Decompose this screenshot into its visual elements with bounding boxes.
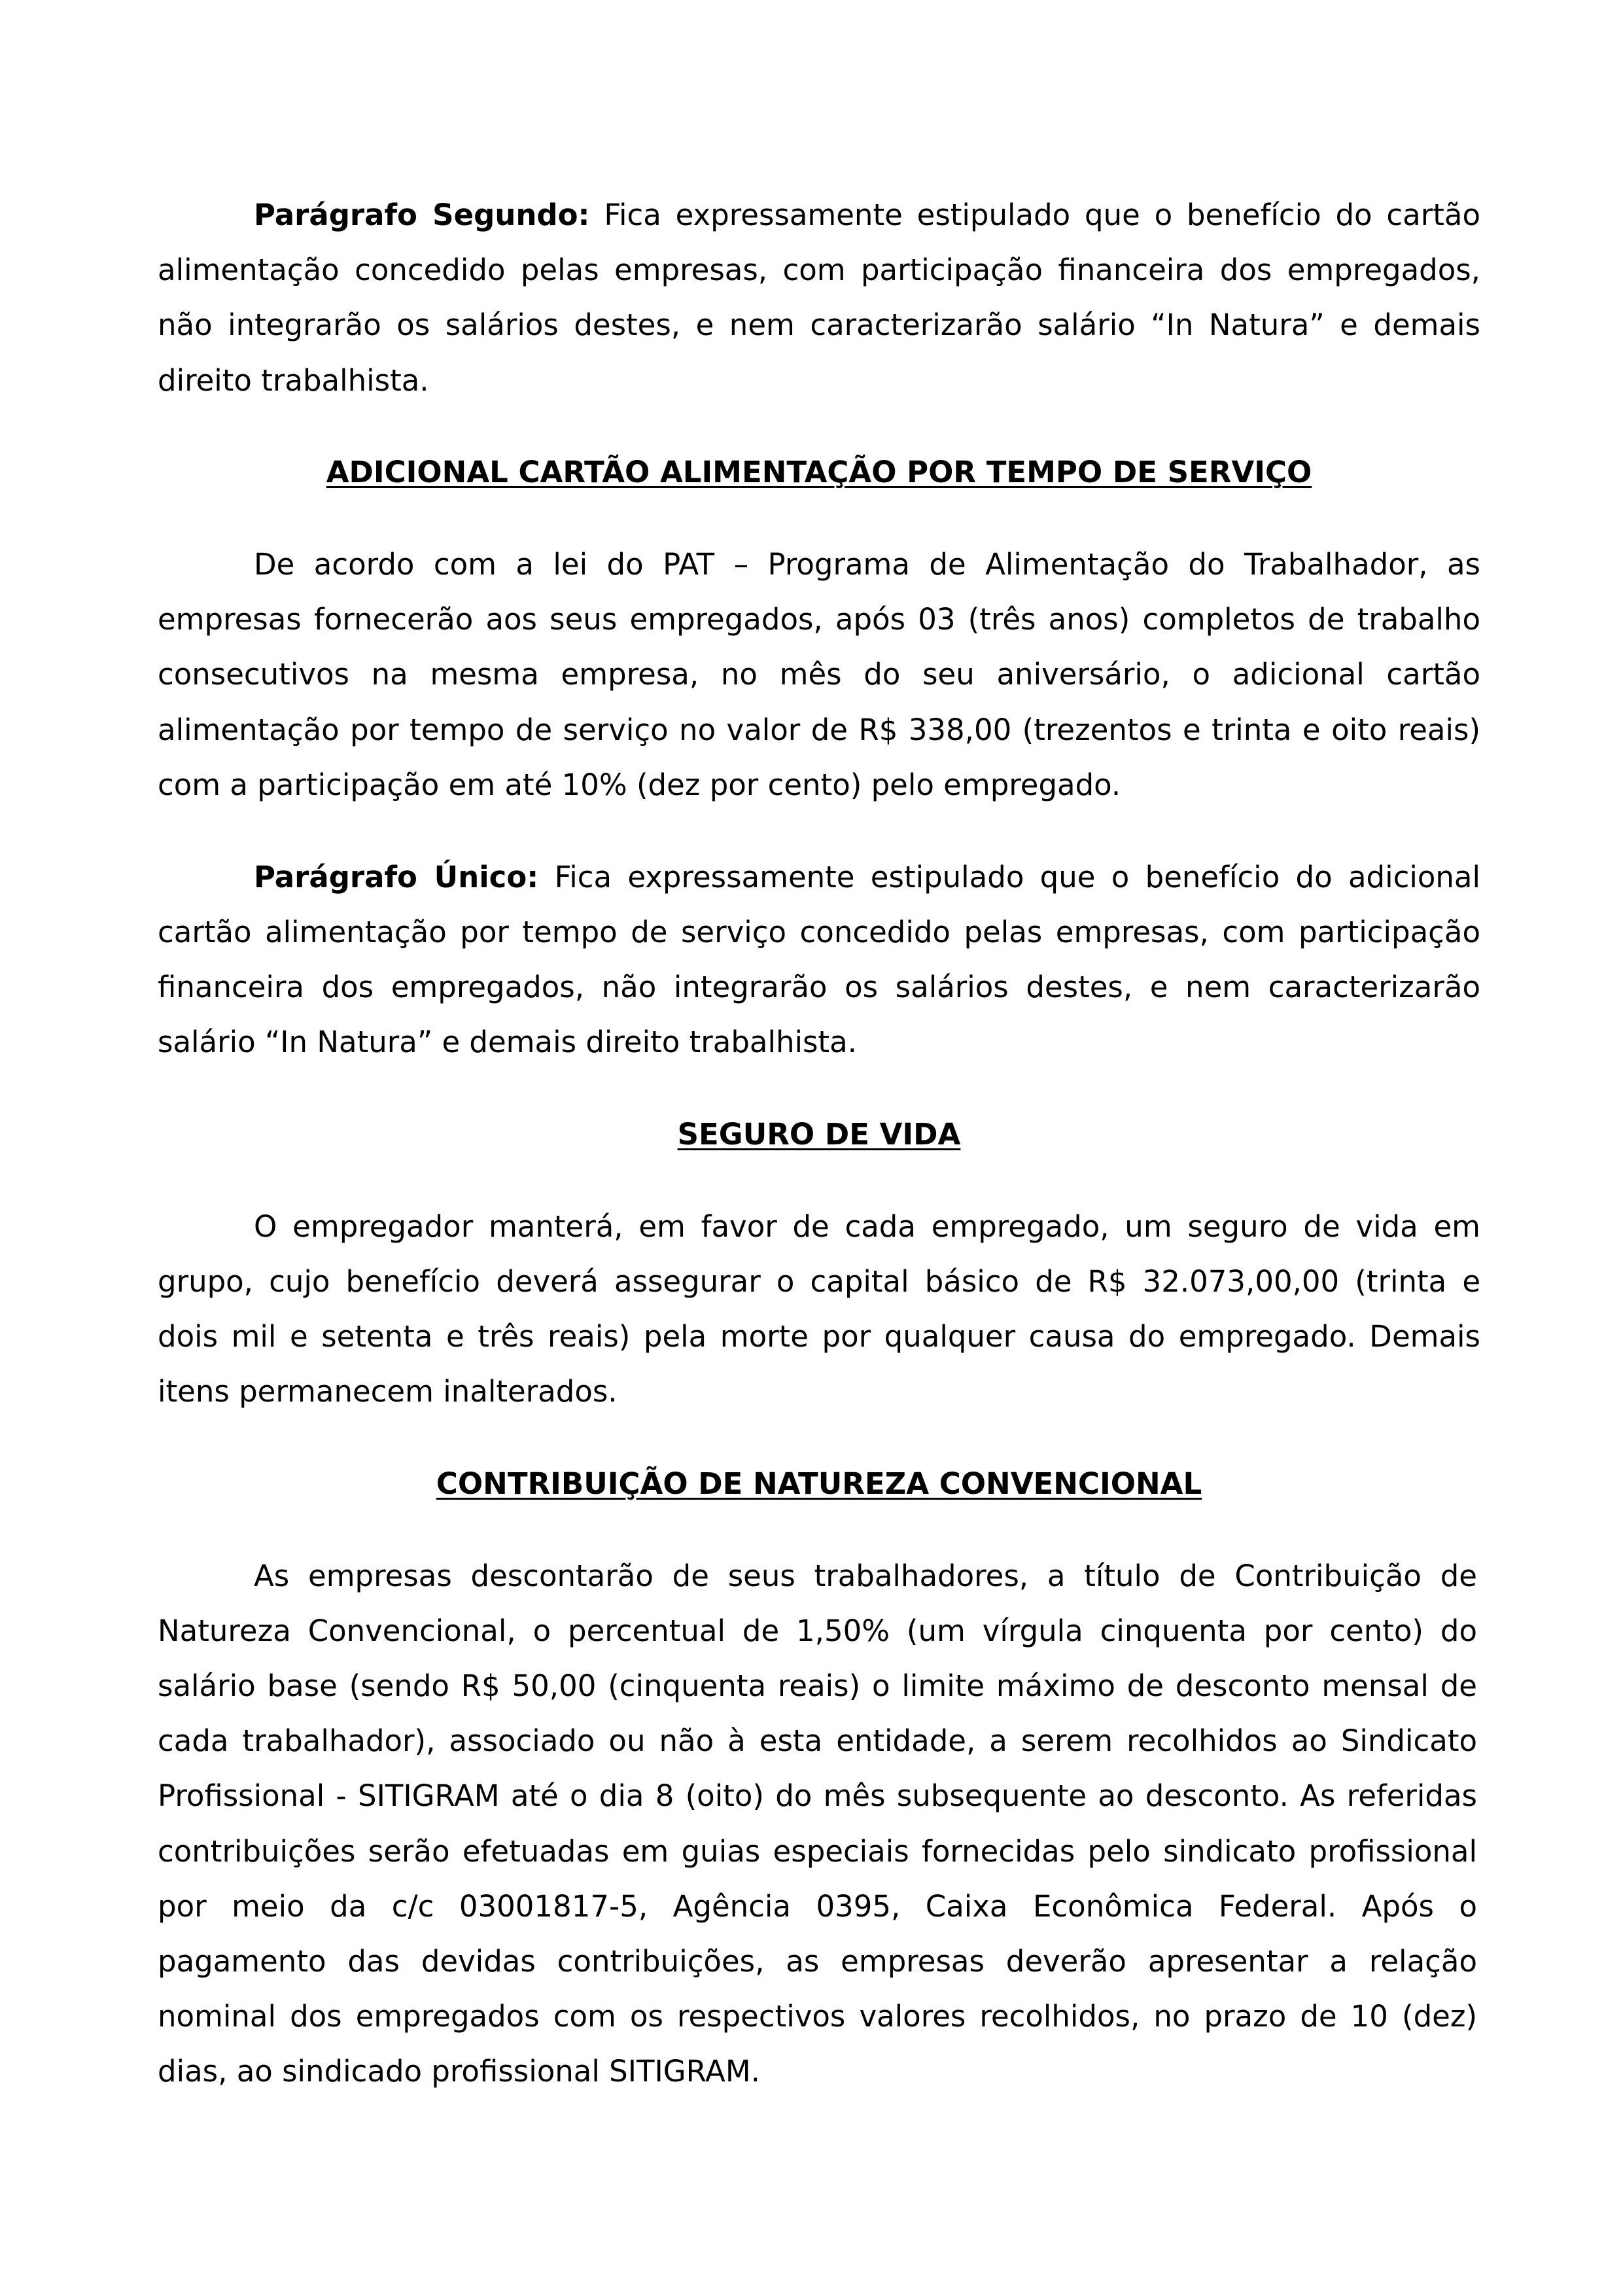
- paragrafo-segundo-paragraph: [158, 188, 1480, 408]
- section-heading: ADICIONAL CARTÃO ALIMENTAÇÃO POR TEMPO DE SERVIÇO: [326, 455, 1312, 490]
- paragraph-line: [158, 850, 1480, 905]
- paragraph-line: cartão alimentação por tempo de serviço concedido pelas empresas, com participação: [158, 914, 1480, 949]
- paragraph-line: [158, 188, 1480, 243]
- paragraph-line-text: Fica expressamente estipulado que o benefício do cartão: [604, 198, 1480, 232]
- paragraph-line: contribuições serão efetuadas em guias especiais fornecidas pelo sindicato profissional: [158, 1833, 1477, 1869]
- seguro-section-heading-block: [158, 1107, 1480, 1162]
- paragraph-line: alimentação concedido pelas empresas, com participação financeira dos empregados,: [158, 253, 1480, 288]
- paragraph-line: com a participação em até 10% (dez por cento) pelo empregado.: [158, 767, 1121, 802]
- paragraph-line: consecutivos na mesma empresa, no mês do seu aniversário, o adicional cartão: [158, 657, 1480, 692]
- contribuicao-paragraph: [158, 1549, 1477, 2100]
- paragrafo-unico-paragraph: [158, 850, 1480, 1070]
- paragraph-line: Natureza Convencional, o percentual de 1,50% (um vírgula cinquenta por cento) do: [158, 1613, 1477, 1648]
- paragraph-lead: Parágrafo Segundo:: [254, 198, 590, 232]
- paragraph-line: grupo, cujo benefício deverá assegurar o capital básico de R$ 32.073,00,00 (trinta e: [158, 1263, 1480, 1299]
- paragraph-line: pagamento das devidas contribuições, as empresas deverão apresentar a relação: [158, 1943, 1477, 1979]
- paragraph-line-text: Fica expressamente estipulado que o benefício do adicional: [554, 859, 1480, 894]
- adicional-section-heading-block: [158, 445, 1480, 500]
- paragraph-lead: Parágrafo Único:: [254, 859, 539, 894]
- paragraph-line: cada trabalhador), associado ou não à esta entidade, a serem recolhidos ao Sindicato: [158, 1723, 1477, 1759]
- paragraph-line: salário “In Natura” e demais direito trabalhista.: [158, 1025, 857, 1060]
- document-body: [158, 188, 1480, 2100]
- paragraph-line: Profissional - SITIGRAM até o dia 8 (oito) do mês subsequente ao desconto. As referidas: [158, 1778, 1477, 1814]
- paragraph-line: não integrarão os salários destes, e nem caracterizarão salário “In Natura” e demais: [158, 308, 1480, 343]
- paragraph-line: nominal dos empregados com os respectivos valores recolhidos, no prazo de 10 (dez): [158, 1999, 1477, 2034]
- paragraph-line: O empregador manterá, em favor de cada empregado, um seguro de vida em: [254, 1209, 1480, 1244]
- section-heading: SEGURO DE VIDA: [677, 1116, 961, 1152]
- paragraph-line: alimentação por tempo de serviço no valor de R$ 338,00 (trezentos e trinta e oito reais): [158, 712, 1480, 747]
- paragraph-line: financeira dos empregados, não integrarão os salários destes, e nem caracterizarão: [158, 969, 1480, 1004]
- seguro-de-vida-paragraph: [158, 1199, 1480, 1420]
- section-heading: CONTRIBUIÇÃO DE NATUREZA CONVENCIONAL: [436, 1466, 1202, 1501]
- contribuicao-section-heading-block: [158, 1457, 1480, 1511]
- paragraph-line: direito trabalhista.: [158, 362, 429, 398]
- paragraph-line: As empresas descontarão de seus trabalhadores, a título de Contribuição de: [254, 1558, 1477, 1593]
- paragraph-line: dias, ao sindicado profissional SITIGRAM.: [158, 2054, 760, 2089]
- paragraph-line: dois mil e setenta e três reais) pela morte por qualquer causa do empregado. Demais: [158, 1318, 1480, 1354]
- paragraph-line: salário base (sendo R$ 50,00 (cinquenta reais) o limite máximo de desconto mensal de: [158, 1668, 1477, 1703]
- paragraph-line: empresas fornecerão aos seus empregados, após 03 (três anos) completos de trabalho: [158, 602, 1480, 637]
- paragraph-line: De acordo com a lei do PAT – Programa de Alimentação do Trabalhador, as: [254, 547, 1480, 582]
- adicional-paragraph: [158, 537, 1480, 813]
- paragraph-line: itens permanecem inalterados.: [158, 1374, 618, 1409]
- paragraph-line: por meio da c/c 03001817-5, Agência 0395, Caixa Econômica Federal. Após o: [158, 1888, 1477, 1924]
